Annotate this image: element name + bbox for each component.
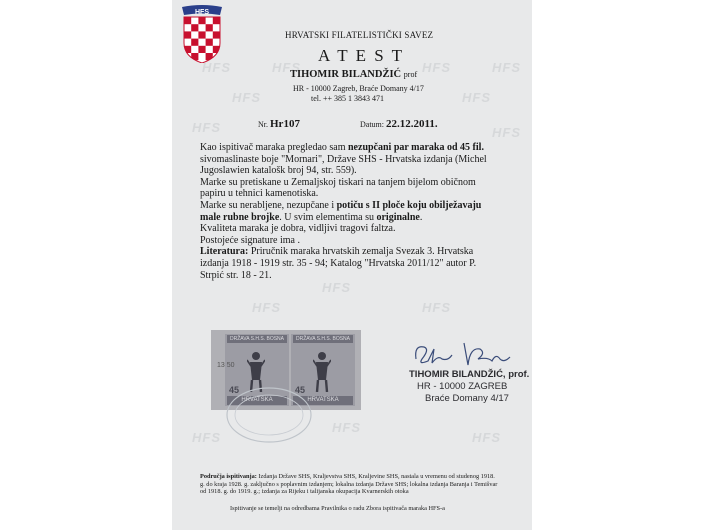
- body-text: sivomaslinaste boje "Mornari", Države SHS - Hrvatska izdanja (Michel Jugoslawien katalošk broj 94, str. 559).: [200, 153, 487, 177]
- watermark: HFS: [422, 300, 451, 315]
- sailor-figure-icon: [313, 348, 331, 392]
- signature-street: Braće Domany 4/17: [425, 393, 509, 404]
- expert-name: TIHOMIR BILANDŽIĆ: [290, 69, 402, 80]
- body-text: Marke su nerabljene, nezupčane i: [200, 199, 337, 211]
- expert-line: [290, 69, 417, 80]
- body-text: . U svim elementima su: [279, 211, 377, 223]
- literature-label: Literatura:: [200, 246, 249, 258]
- round-seal-icon: [224, 385, 314, 445]
- stamp-value: 45: [229, 385, 240, 395]
- originality-word: originalne: [376, 211, 420, 223]
- watermark: HFS: [202, 60, 231, 75]
- certificate-title: A T E S T: [318, 46, 405, 65]
- literature: [200, 246, 502, 281]
- watermark: HFS: [252, 300, 281, 315]
- association-name: HRVATSKI FILATELISTIČKI SAVEZ: [285, 30, 434, 40]
- stamp-bottom-text: HRVATSKA: [293, 396, 353, 405]
- watermark: HFS: [492, 125, 521, 140]
- watermark: HFS: [472, 430, 501, 445]
- footer-area-text: Izdanja Države SHS, Kraljevstva SHS, Kraljevine SHS, nastala u vremenu od studenog 1918. g. do kraja 1928. g. zaključno s poplavnim izdanjem; lokalna izdanja Države SHS; lokalna izdanja Baranja i Temišvar od 1918. g. do 1919. g.; izdanja za Rijeku i talijanska okupacija Kvarnerskih otoka: [200, 473, 498, 496]
- hfs-logo: [178, 5, 226, 63]
- stamp-top-text: DRŽAVA S.H.S. BOSNA: [293, 335, 353, 343]
- watermark: HFS: [272, 60, 301, 75]
- paragraph-5: Postojeće signature ima .: [200, 234, 300, 246]
- watermark: HFS: [192, 430, 221, 445]
- body-text: .: [419, 211, 423, 223]
- margin-number: 13 50: [217, 362, 235, 369]
- stamp-value: 45: [295, 385, 306, 395]
- watermark: HFS: [322, 280, 351, 295]
- plate-description: potiču s II ploče koju obilježavaju male rubne brojke: [200, 199, 482, 223]
- date-value: 22.12.2011.: [386, 118, 438, 130]
- paragraph-3: [200, 200, 502, 223]
- watermark: HFS: [192, 120, 221, 135]
- footer-area-label: Područja ispitivanja:: [200, 473, 257, 480]
- expert-phone: tel. ++ 385 1 3843 471: [311, 94, 385, 103]
- literature-text: Priručnik maraka hrvatskih zemalja Svezak 3. Hrvatska izdanja 1918 - 1919 str. 35 - 94; Katalog "Hrvatska 2011/12" autor P. Strpić str. 18 - 21.: [200, 246, 477, 281]
- certificate-body: [200, 142, 502, 281]
- watermark: HFS: [422, 60, 451, 75]
- signature-city: HR - 10000 ZAGREB: [417, 381, 508, 392]
- watermark: HFS: [232, 90, 261, 105]
- nr-label: Nr.: [258, 120, 268, 129]
- stamp-top-text: DRŽAVA S.H.S. BOSNA: [227, 335, 287, 343]
- stamp-bottom-text: HRVATSKA: [227, 396, 287, 405]
- footer-rules: Ispitivanje se temelji na odredbama Pravilnika o radu Zbora ispitivača maraka HFS-a: [230, 505, 445, 512]
- logo-text: HFS: [195, 9, 209, 16]
- expert-title: prof: [403, 70, 418, 79]
- nr-field: [258, 118, 300, 130]
- date-label: Datum:: [360, 120, 384, 129]
- paragraph-1: [200, 142, 502, 177]
- stamp-description: nezupčani par maraka od 45 fil.: [348, 142, 484, 153]
- paragraph-4: Kvaliteta maraka je dobra, vidljivi tragovi faltza.: [200, 223, 396, 235]
- body-text: Kao ispitivač maraka pregledao sam: [200, 142, 348, 153]
- watermark: HFS: [332, 420, 361, 435]
- watermark: HFS: [462, 90, 491, 105]
- footer-examination-areas: [200, 473, 500, 496]
- date-field: [360, 118, 438, 130]
- expert-address: HR - 10000 Zagreb, Braće Domany 4/17: [293, 84, 424, 93]
- paragraph-2: Marke su pretiskane u Zemaljskoj tiskari na tanjem bijelom običnom papiru u tehnici kamenotiska.: [200, 176, 476, 200]
- nr-value: Hr107: [270, 118, 300, 130]
- watermark: HFS: [492, 60, 521, 75]
- signature-name: TIHOMIR BILANDŽIĆ, prof.: [409, 369, 530, 380]
